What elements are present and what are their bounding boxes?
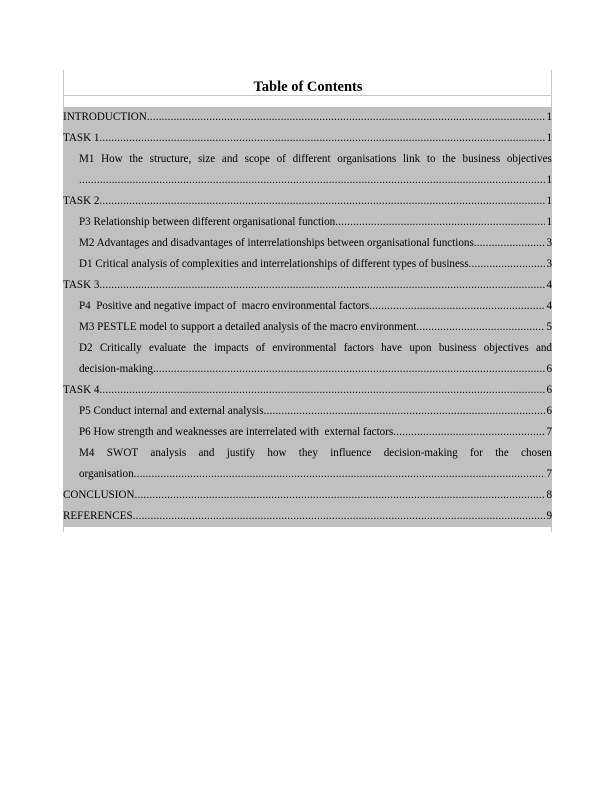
toc-entry-m4[interactable]: [79, 464, 552, 485]
toc-entry-task-2[interactable]: [63, 191, 552, 212]
toc-entry-page: 6: [546, 405, 552, 417]
toc-entry-d2-first-line[interactable]: [79, 338, 552, 359]
toc-entry-p6[interactable]: [79, 422, 552, 443]
toc-entry-p4[interactable]: [79, 296, 552, 317]
toc-entry-label: P5 Conduct internal and external analysis: [79, 405, 264, 417]
toc-entry-page: 1: [546, 216, 552, 228]
toc-entry-page: 3: [546, 258, 552, 270]
toc-entry-label: decision-making: [79, 363, 153, 375]
toc-entry-label: CONCLUSION: [63, 489, 135, 501]
toc-title: Table of Contents: [253, 79, 363, 95]
toc-entry-label: P4 Positive and negative impact of macro environmental factors: [79, 300, 370, 312]
toc-entry-p3[interactable]: [79, 212, 552, 233]
toc-entry-label: P6 How strength and weaknesses are interrelated with external factors: [79, 426, 394, 438]
toc-entry-label: M4 SWOT analysis and justify how they influence decision-making for the chosen: [79, 447, 552, 459]
toc-entry-m3[interactable]: [79, 317, 552, 338]
toc-entry-page: 1: [546, 174, 552, 186]
toc-entry-page: 9: [546, 510, 552, 522]
toc-entry-label: TASK 2: [63, 195, 100, 207]
toc-entry-references[interactable]: [63, 506, 552, 527]
toc-entry-page: 1: [546, 195, 552, 207]
toc-entry-label: M3 PESTLE model to support a detailed analysis of the macro environment: [79, 321, 417, 333]
toc-entry-page: 4: [546, 279, 552, 291]
toc-entry-label: TASK 1: [63, 132, 100, 144]
toc-entry-task-1[interactable]: [63, 128, 552, 149]
toc-entry-label: P3 Relationship between different organisational function: [79, 216, 336, 228]
toc-entry-page: 7: [546, 426, 552, 438]
toc-entry-d1[interactable]: [79, 254, 552, 275]
toc-entry-page: 6: [546, 384, 552, 396]
toc-entry-p5[interactable]: [79, 401, 552, 422]
toc-entry-introduction[interactable]: [63, 107, 552, 128]
toc-entry-m4-first-line[interactable]: [79, 443, 552, 464]
toc-entry-conclusion[interactable]: [63, 485, 552, 506]
toc-entry-page: 6: [546, 363, 552, 375]
toc-entry-page: 1: [546, 111, 552, 123]
toc-entry-page: 8: [546, 489, 552, 501]
toc-entry-label: TASK 4: [63, 384, 100, 396]
toc-entry-page: 5: [546, 321, 552, 333]
toc-entry-label: M2 Advantages and disadvantages of interrelationships between organisational functions: [79, 237, 474, 249]
toc-entry-m2[interactable]: [79, 233, 552, 254]
toc-entry-page: 3: [546, 237, 552, 249]
toc-entry-label: D2 Critically evaluate the impacts of environmental factors have upon business objectives and: [79, 342, 552, 354]
toc-entry-page: 7: [546, 468, 552, 480]
toc-entry-label: organisation: [79, 468, 134, 480]
toc-entry-task-3[interactable]: [63, 275, 552, 296]
toc-entry-d2[interactable]: [79, 359, 552, 380]
toc-entry-page: 1: [546, 132, 552, 144]
toc-entry-label: D1 Critical analysis of complexities and interrelationships of different types of business: [79, 258, 469, 270]
toc-entry-m1-first-line[interactable]: [79, 149, 552, 170]
table-of-contents: [63, 107, 552, 527]
toc-entry-task-4[interactable]: [63, 380, 552, 401]
toc-entry-label: INTRODUCTION: [63, 111, 147, 123]
toc-entry-label: REFERENCES: [63, 510, 133, 522]
toc-entry-page: 4: [546, 300, 552, 312]
toc-entry-label: TASK 3: [63, 279, 100, 291]
toc-entry-label: M1 How the structure, size and scope of different organisations link to the business objectives: [79, 153, 552, 165]
toc-entry-m1[interactable]: [79, 170, 552, 191]
